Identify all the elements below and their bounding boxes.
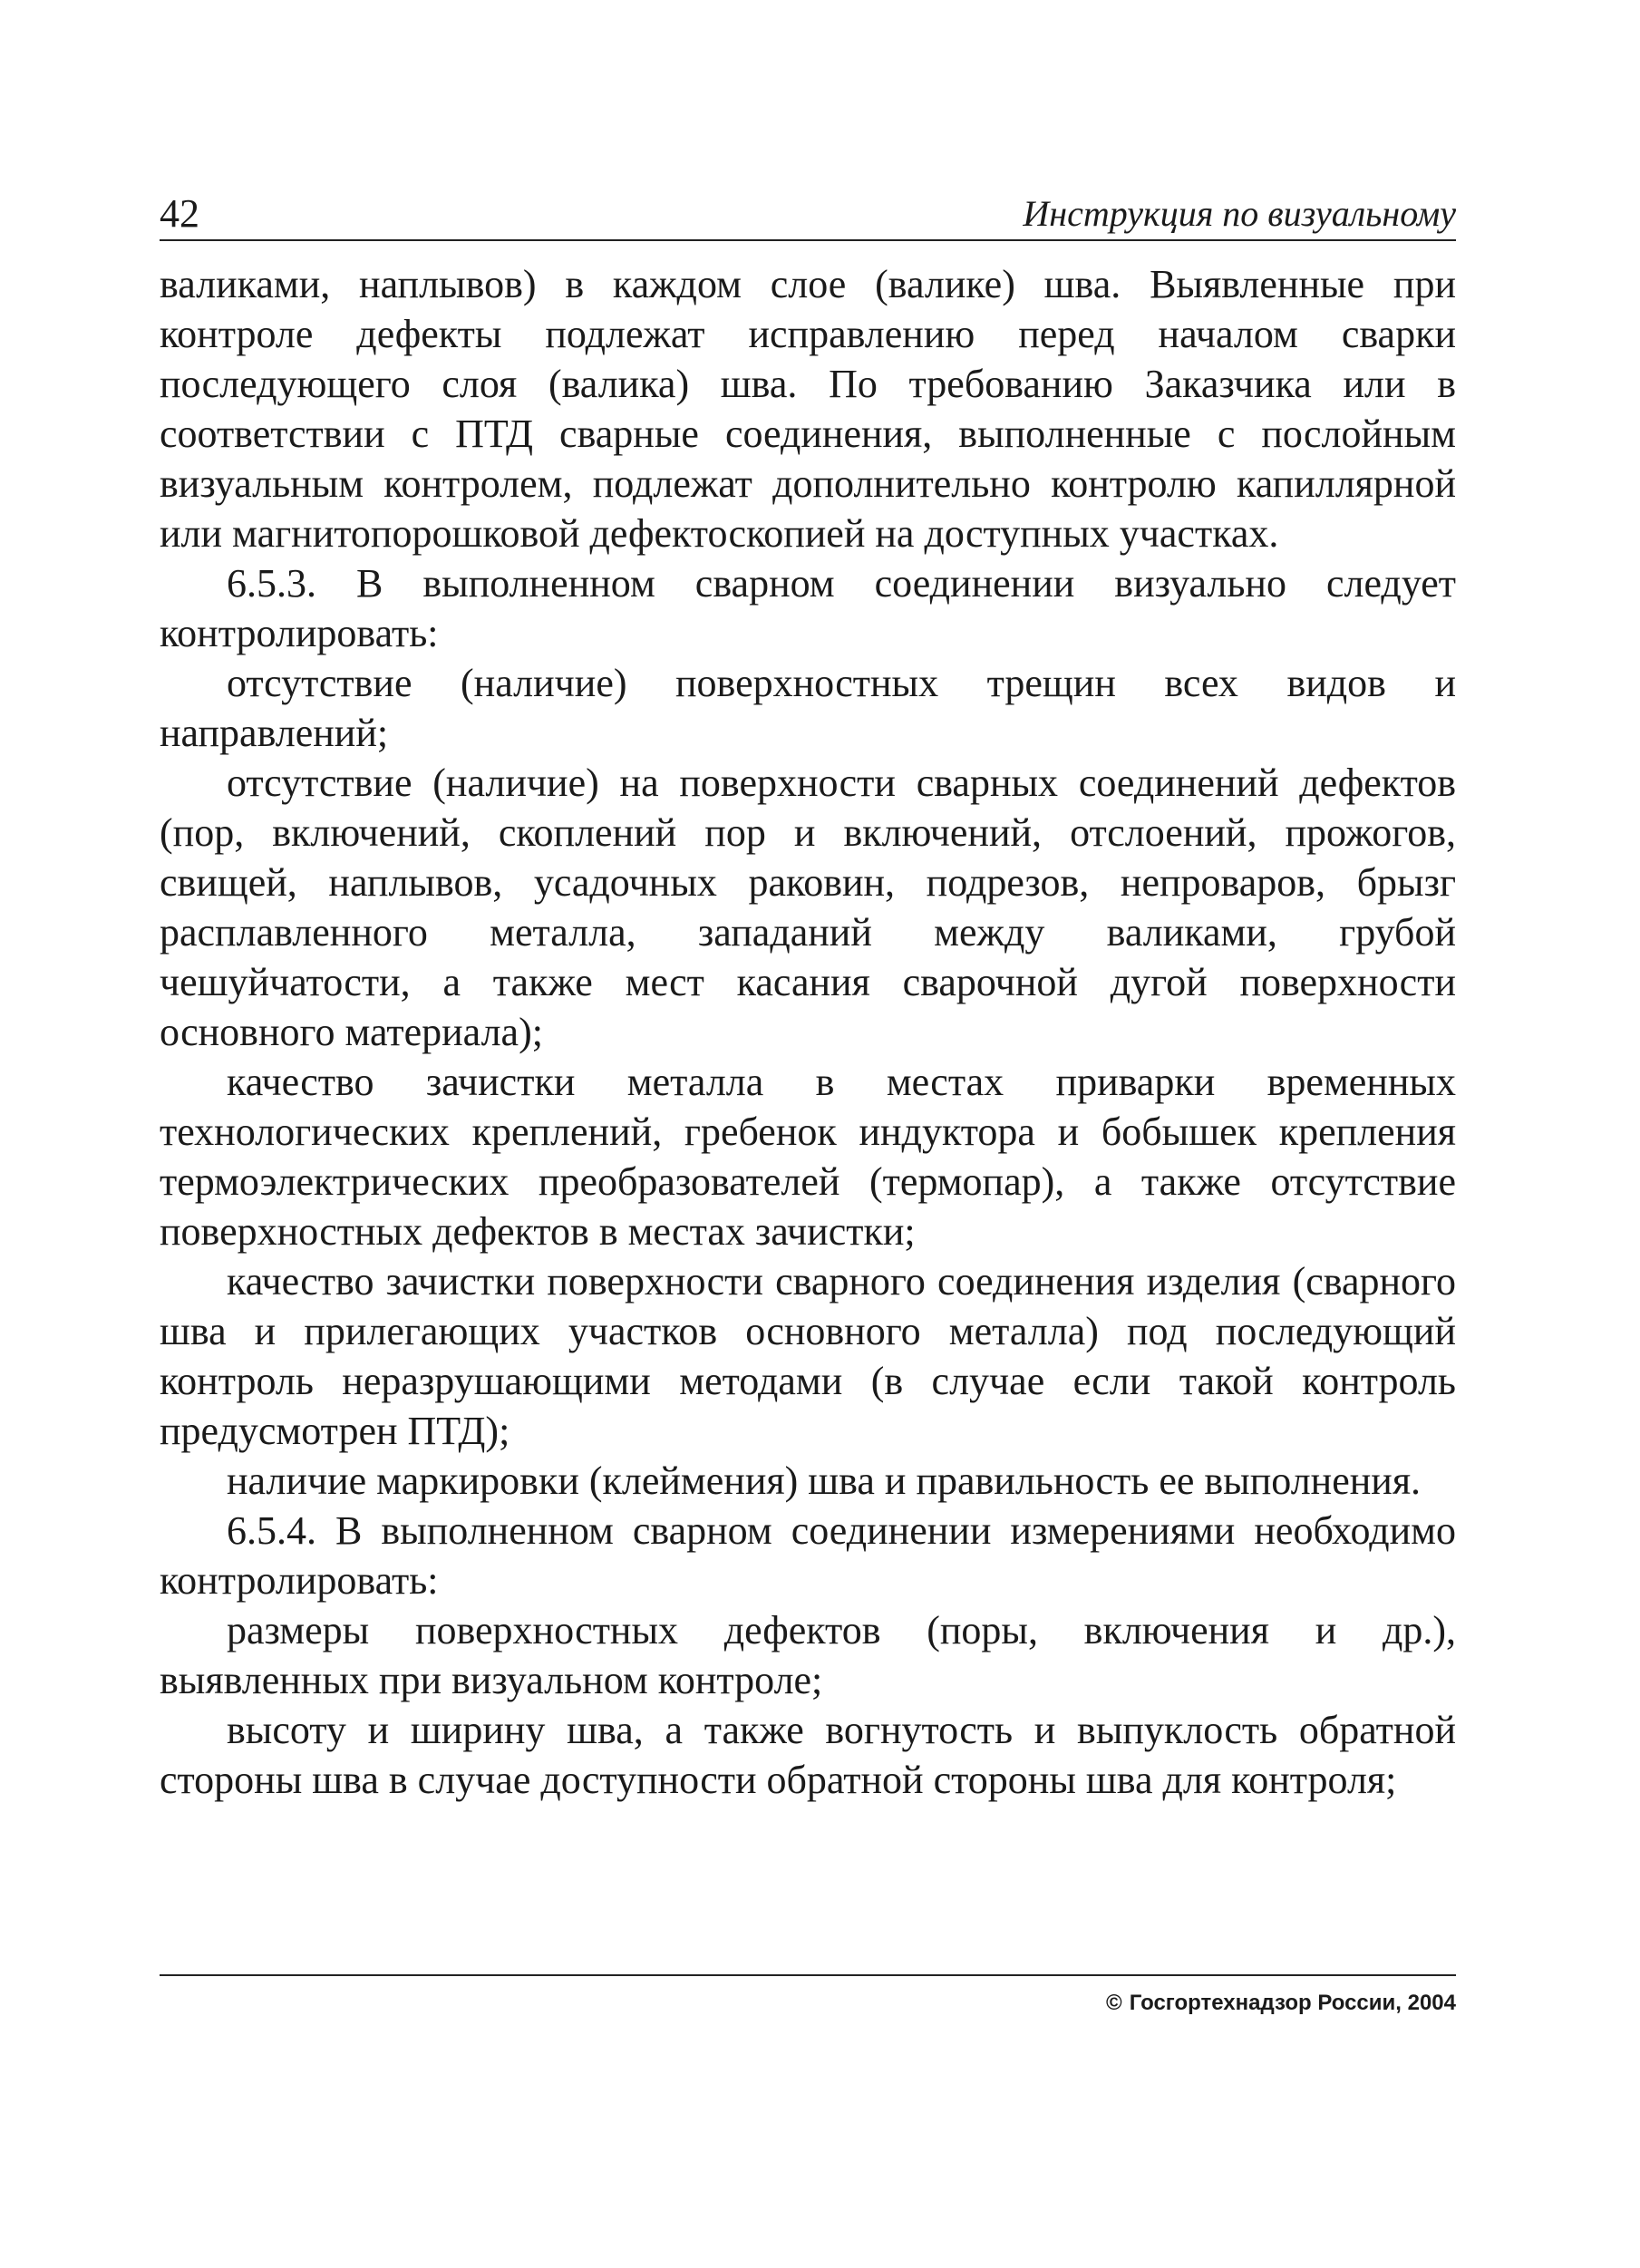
paragraph-section-6-5-3: 6.5.3. В выполненном сварном соединении визуально следует контролировать: — [160, 561, 1456, 655]
page-number: 42 — [160, 191, 199, 236]
paragraph-item-surface-defects: отсутствие (наличие) на поверхности сварных соединений дефектов (пор, включений, скоплений пор и включений, отслоений, прожогов, свищей, наплывов, усадочных раковин, подрезов, непроваров, брызг расплавленного металла, западаний между валиками, грубой чешуйчатости, а также мест касания сварочной дугой поверхности основного материала); — [160, 761, 1456, 1054]
running-title: Инструкция по визуальному — [1023, 193, 1456, 234]
page-header — [160, 189, 1456, 241]
copyright-symbol: © — [1106, 1991, 1122, 2015]
paragraph-item-cleaning-surface: качество зачистки поверхности сварного соединения изделия (сварного шва и прилегающих участков основного металла) под последующий контроль неразрушающими методами (в случае если такой контроль предусмотрен ПТД); — [160, 1259, 1456, 1453]
paragraph-item-weld-dimensions: высоту и ширину шва, а также вогнутость и выпуклость обратной стороны шва в случае доступности обратной стороны шва для контроля; — [160, 1708, 1456, 1802]
paragraph-item-cracks: отсутствие (наличие) поверхностных трещин всех видов и направлений; — [160, 661, 1456, 755]
paragraph-item-marking: наличие маркировки (клеймения) шва и правильность ее выполнения. — [227, 1459, 1422, 1503]
copyright-notice — [1106, 1987, 1456, 2020]
paragraph-section-6-5-4: 6.5.4. В выполненном сварном соединении измерениями необходимо контролировать: — [160, 1508, 1456, 1603]
copyright-text: Госгортехнадзор России, 2004 — [1129, 1991, 1456, 2015]
paragraph-item-defect-sizes: размеры поверхностных дефектов (поры, включения и др.), выявленных при визуальном контроле; — [160, 1608, 1456, 1702]
paragraph-continuation: валиками, наплывов) в каждом слое (валике) шва. Выявленные при контроле дефекты подлежат исправлению перед началом сварки последующего слоя (валика) шва. По требованию Заказчика или в соответствии с ПТД сварные соединения, выполненные с послойным визуальным контролем, подлежат дополнительно контролю капиллярной или магнитопорошковой дефектоскопией на доступных участках. — [160, 262, 1456, 556]
footer-rule — [160, 1974, 1456, 1976]
paragraph-item-cleaning-metal: качество зачистки металла в местах приварки временных технологических креплений, гребенок индуктора и бобышек крепления термоэлектрических преобразователей (термопар), а также отсутствие поверхностных дефектов в местах зачистки; — [160, 1060, 1456, 1254]
body-text — [160, 259, 1456, 1805]
